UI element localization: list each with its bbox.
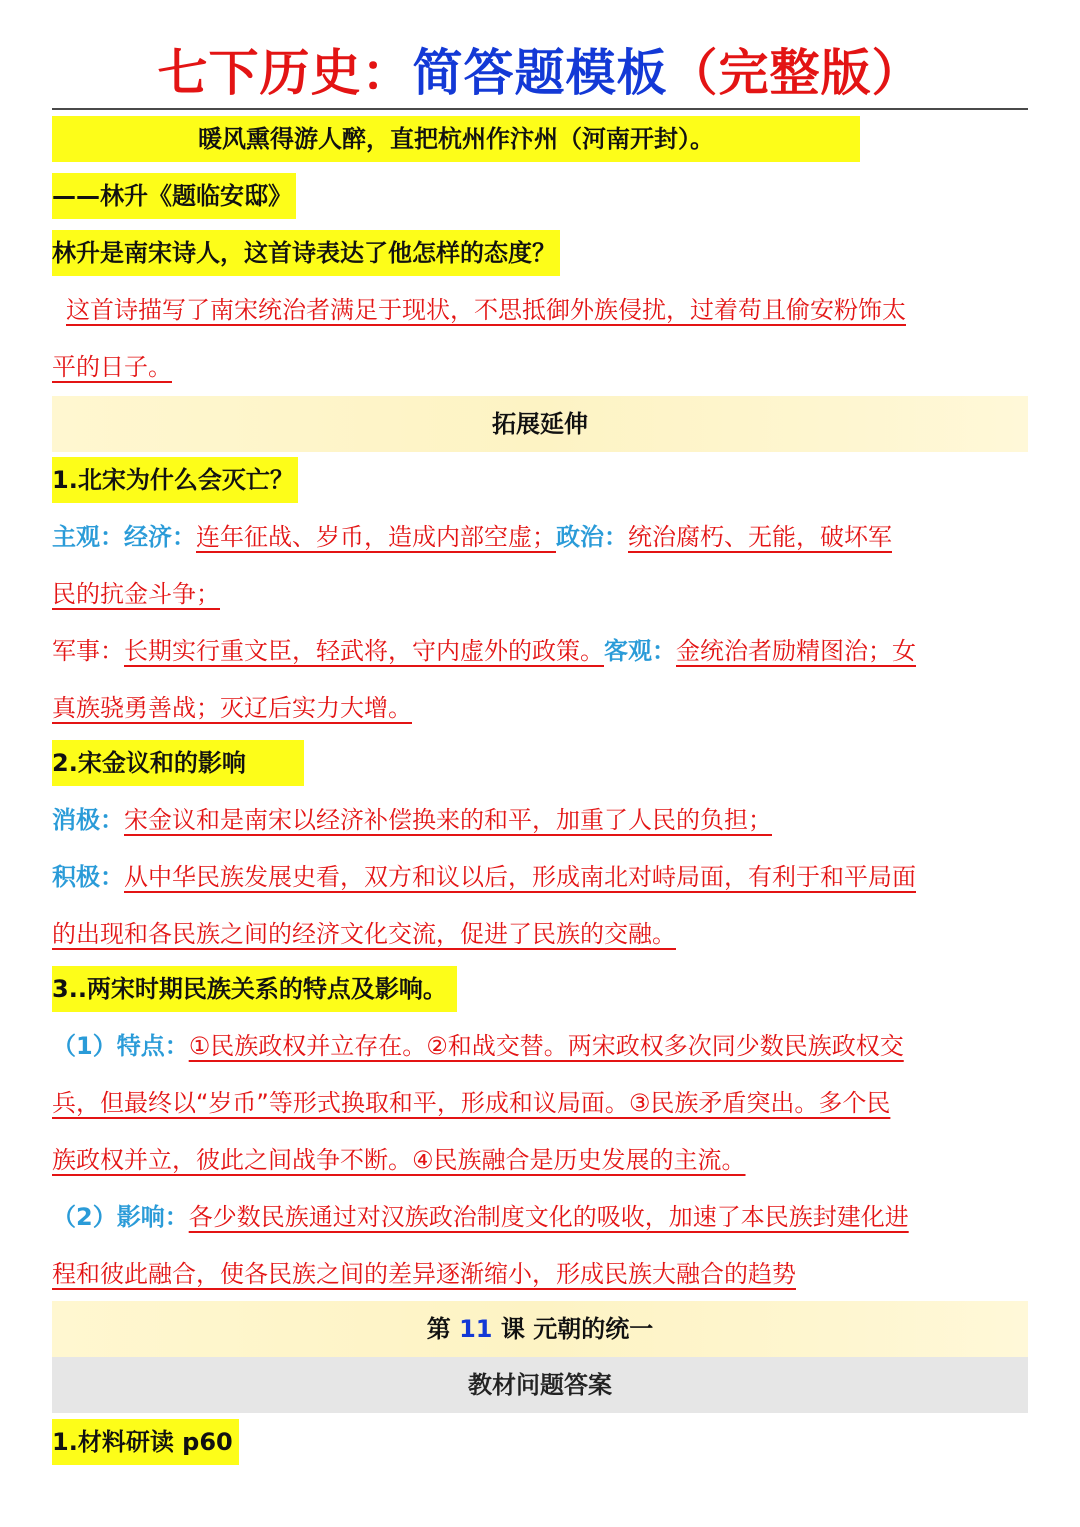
positive-text: 从中华民族发展史看，双方和议以后，形成南北对峙局面，有利于和平局面: [124, 863, 916, 891]
q1-title: 1.北宋为什么会灭亡？: [52, 457, 298, 503]
q3-title-line: [52, 961, 457, 1017]
answer-line-1: [52, 282, 906, 338]
lesson-prefix: 第: [426, 1315, 451, 1343]
q3-line-5: [52, 1246, 796, 1302]
label-negative: 消极：: [52, 806, 124, 834]
poem-source-line: [52, 168, 296, 224]
q2-title: 2.宋金议和的影响: [52, 740, 304, 786]
answer-text-2: 平的日子。: [52, 353, 172, 381]
label-positive: 积极：: [52, 863, 124, 891]
label-impact: （2）影响：: [52, 1203, 189, 1231]
material-question: 1.材料研读 p60: [52, 1419, 239, 1465]
question-text: 林升是南宋诗人，这首诗表达了他怎样的态度？: [52, 230, 560, 276]
economy-text: 连年征战、岁币，造成内部空虚；: [196, 523, 556, 551]
poem-line: 暖风熏得游人醉，直把杭州作汴州（河南开封）。: [52, 116, 860, 162]
impact-text-1: 各少数民族通过对汉族政治制度文化的吸收，加速了本民族封建化进: [188, 1203, 909, 1231]
q3-line-3: [52, 1132, 746, 1188]
lesson-title: 课 元朝的统一: [500, 1315, 654, 1343]
q2-line-3: [52, 906, 676, 962]
answer-line-2: [52, 339, 172, 395]
title-main: 简答题模板: [412, 44, 668, 102]
positive-text-cont: 的出现和各民族之间的经济文化交流，促进了民族的交融。: [52, 920, 676, 948]
label-features: （1）特点：: [52, 1032, 189, 1060]
politics-text-cont: 民的抗金斗争；: [52, 580, 220, 608]
q1-line-2: [52, 566, 220, 622]
impact-text-2: 程和彼此融合，使各民族之间的差异逐渐缩小，形成民族大融合的趋势: [52, 1260, 796, 1288]
answer-text-1: 这首诗描写了南宋统治者满足于现状，不思抵御外族侵扰，过着苟且偷安粉饰太: [66, 296, 906, 324]
q3-line-4: [52, 1189, 909, 1245]
politics-text: 统治腐朽、无能，破坏军: [628, 523, 892, 551]
title-divider: [52, 108, 1028, 110]
poem-source: ——林升《题临安邸》: [52, 173, 296, 219]
label-politics: 政治：: [556, 523, 628, 551]
features-text-2: 兵，但最终以“岁币”等形式换取和平，形成和议局面。③民族矛盾突出。多个民: [52, 1089, 891, 1117]
lesson-header: [52, 1301, 1028, 1357]
features-text-3: 族政权并立，彼此之间战争不断。④民族融合是历史发展的主流。: [52, 1146, 746, 1174]
title-subject: 七下历史：: [157, 44, 413, 102]
q2-line-2: [52, 849, 916, 905]
section-header-textbook: 教材问题答案: [52, 1357, 1028, 1413]
q1-line-3: [52, 623, 916, 679]
objective-text-cont: 真族骁勇善战；灭辽后实力大增。: [52, 694, 412, 722]
military-text: 长期实行重文臣，轻武将，守内虚外的政策。: [124, 637, 604, 665]
label-subjective: 主观：: [52, 523, 124, 551]
label-economy: 经济：: [124, 523, 196, 551]
q2-line-1: [52, 792, 772, 848]
section-header-extend: 拓展延伸: [52, 396, 1028, 452]
q1-line-4: [52, 680, 412, 736]
features-text-1: ①民族政权并立存在。②和战交替。两宋政权多次同少数民族政权交: [188, 1032, 904, 1060]
q3-title: 3..两宋时期民族关系的特点及影响。: [52, 966, 457, 1012]
label-objective: 客观：: [604, 637, 676, 665]
negative-text: 宋金议和是南宋以经济补偿换来的和平，加重了人民的负担；: [124, 806, 772, 834]
q3-line-1: [52, 1018, 904, 1074]
q2-title-line: [52, 735, 304, 791]
q1-title-line: [52, 452, 298, 508]
page-title: [0, 38, 1080, 108]
label-military: 军事：: [52, 637, 124, 665]
q3-line-2: [52, 1075, 890, 1131]
title-edition: （完整版）: [667, 44, 923, 102]
objective-text: 金统治者励精图治；女: [676, 637, 916, 665]
material-question-line: [52, 1414, 239, 1470]
q1-line-1: [52, 509, 892, 565]
question-line: [52, 225, 560, 281]
lesson-number: 11: [459, 1315, 493, 1343]
